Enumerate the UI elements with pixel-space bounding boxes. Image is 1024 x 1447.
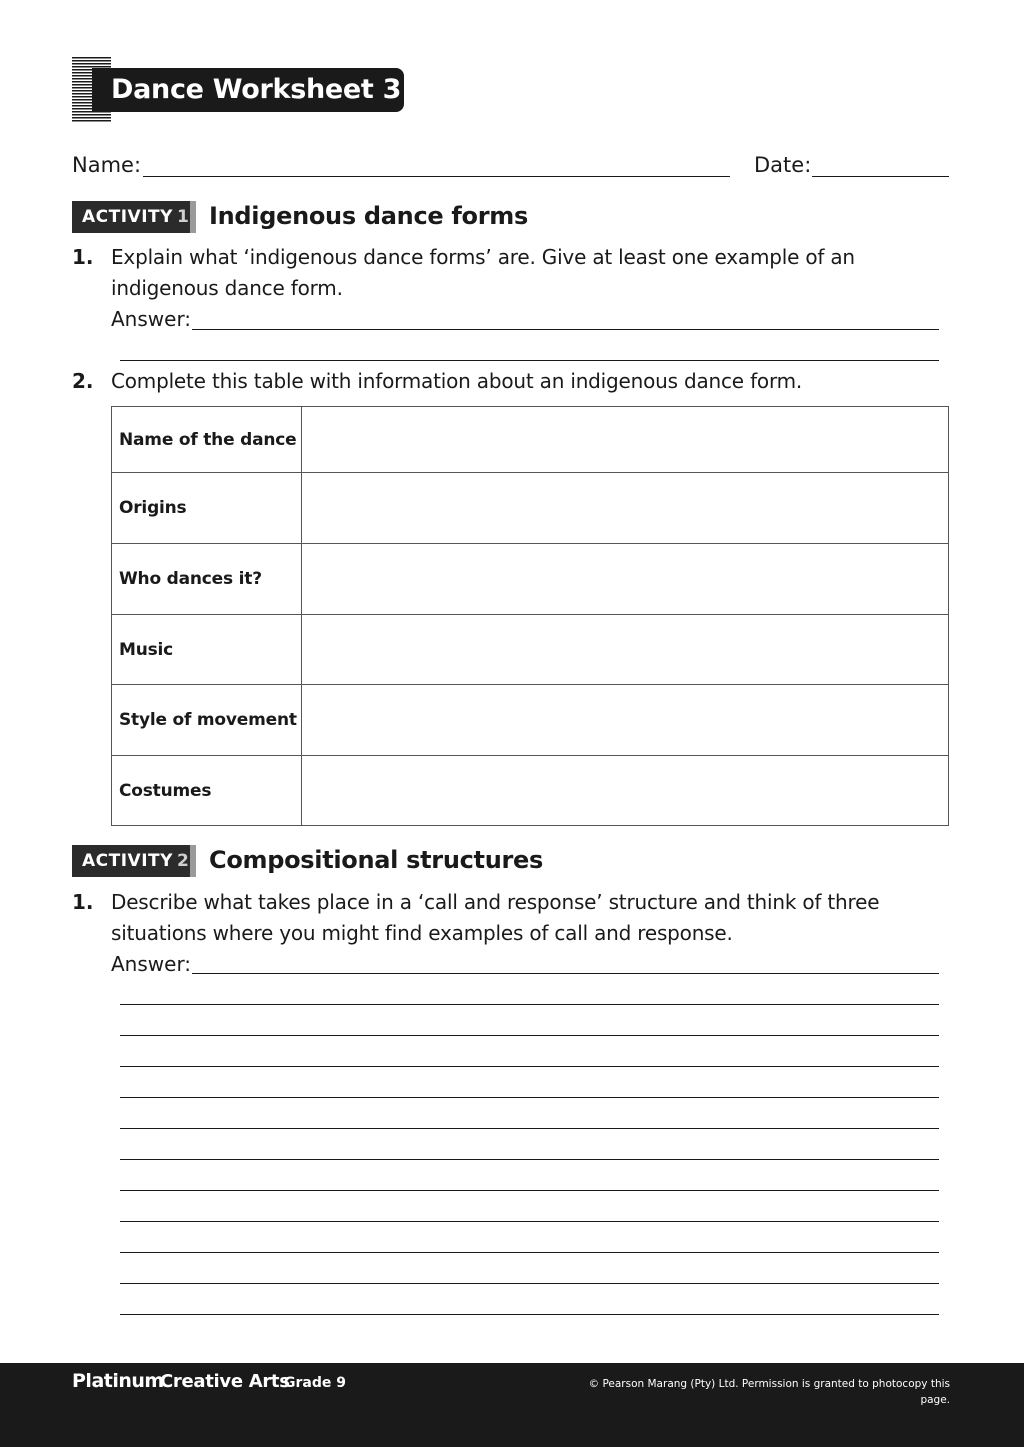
a1-q1-text-line2: indigenous dance form. bbox=[111, 276, 343, 300]
activity1-badge-label: ACTIVITY bbox=[82, 207, 173, 227]
a2-q1-text-line2: situations where you might find examples of call and response. bbox=[111, 921, 733, 945]
table-row-label: Costumes bbox=[112, 756, 302, 826]
a2-q1-answer-label: Answer: bbox=[111, 952, 192, 976]
worksheet-title: Dance Worksheet 3 bbox=[92, 68, 404, 112]
table-row bbox=[112, 407, 949, 473]
table-row-label: Name of the dance bbox=[112, 407, 302, 473]
answer-line[interactable] bbox=[120, 1221, 939, 1222]
answer-line[interactable] bbox=[120, 1097, 939, 1098]
activity2-badge-number: 2 bbox=[176, 851, 190, 871]
table-row bbox=[112, 544, 949, 615]
answer-line[interactable] bbox=[120, 1190, 939, 1191]
answer-line[interactable] bbox=[120, 360, 939, 361]
answer-line[interactable] bbox=[192, 973, 939, 974]
table-row-label: Style of movement bbox=[112, 685, 302, 756]
answer-line[interactable] bbox=[192, 329, 939, 330]
activity1-title: Indigenous dance forms bbox=[209, 202, 528, 230]
a1-q2-text: Complete this table with information about an indigenous dance form. bbox=[111, 369, 803, 393]
footer-copyright: © Pearson Marang (Pty) Ltd. Permission is granted to photocopy this page. bbox=[588, 1378, 950, 1406]
a2-q1-number: 1. bbox=[72, 890, 94, 914]
table-row bbox=[112, 756, 949, 826]
activity2-badge-tail bbox=[190, 845, 196, 877]
answer-line[interactable] bbox=[120, 1066, 939, 1067]
footer-subject: Creative Arts bbox=[160, 1371, 290, 1392]
table-row bbox=[112, 473, 949, 544]
activity2-badge-label: ACTIVITY bbox=[82, 851, 173, 871]
activity1-badge bbox=[72, 201, 190, 233]
name-field-line[interactable] bbox=[143, 176, 730, 177]
table-answer-cell[interactable] bbox=[302, 407, 949, 473]
a1-q1-answer-label: Answer: bbox=[111, 307, 192, 331]
table-answer-cell[interactable] bbox=[302, 473, 949, 544]
dance-info-table bbox=[111, 406, 949, 826]
answer-line[interactable] bbox=[120, 1035, 939, 1036]
a2-q1-text-line1: Describe what takes place in a ‘call and response’ structure and think of three bbox=[111, 890, 880, 914]
table-answer-cell[interactable] bbox=[302, 615, 949, 685]
activity2-title: Compositional structures bbox=[209, 846, 544, 874]
table-row-label: Origins bbox=[112, 473, 302, 544]
table-row bbox=[112, 685, 949, 756]
table-answer-cell[interactable] bbox=[302, 756, 949, 826]
publisher-logo: Platinum bbox=[72, 1370, 164, 1392]
table-row bbox=[112, 615, 949, 685]
name-label: Name: bbox=[72, 153, 142, 177]
answer-line[interactable] bbox=[120, 1159, 939, 1160]
answer-line[interactable] bbox=[120, 1004, 939, 1005]
table-answer-cell[interactable] bbox=[302, 544, 949, 615]
answer-line[interactable] bbox=[120, 1283, 939, 1284]
footer-grade: Grade 9 bbox=[284, 1375, 346, 1391]
a1-q2-number: 2. bbox=[72, 369, 94, 393]
a1-q1-text-line1: Explain what ‘indigenous dance forms’ are. Give at least one example of an bbox=[111, 245, 855, 269]
table-answer-cell[interactable] bbox=[302, 685, 949, 756]
table-row-label: Who dances it? bbox=[112, 544, 302, 615]
activity1-badge-number: 1 bbox=[176, 207, 190, 227]
answer-line[interactable] bbox=[120, 1314, 939, 1315]
date-field-line[interactable] bbox=[812, 176, 949, 177]
a1-q1-number: 1. bbox=[72, 245, 94, 269]
answer-line[interactable] bbox=[120, 1128, 939, 1129]
answer-line[interactable] bbox=[120, 1252, 939, 1253]
table-row-label: Music bbox=[112, 615, 302, 685]
date-label: Date: bbox=[754, 153, 812, 177]
activity2-badge bbox=[72, 845, 190, 877]
activity1-badge-tail bbox=[190, 201, 196, 233]
